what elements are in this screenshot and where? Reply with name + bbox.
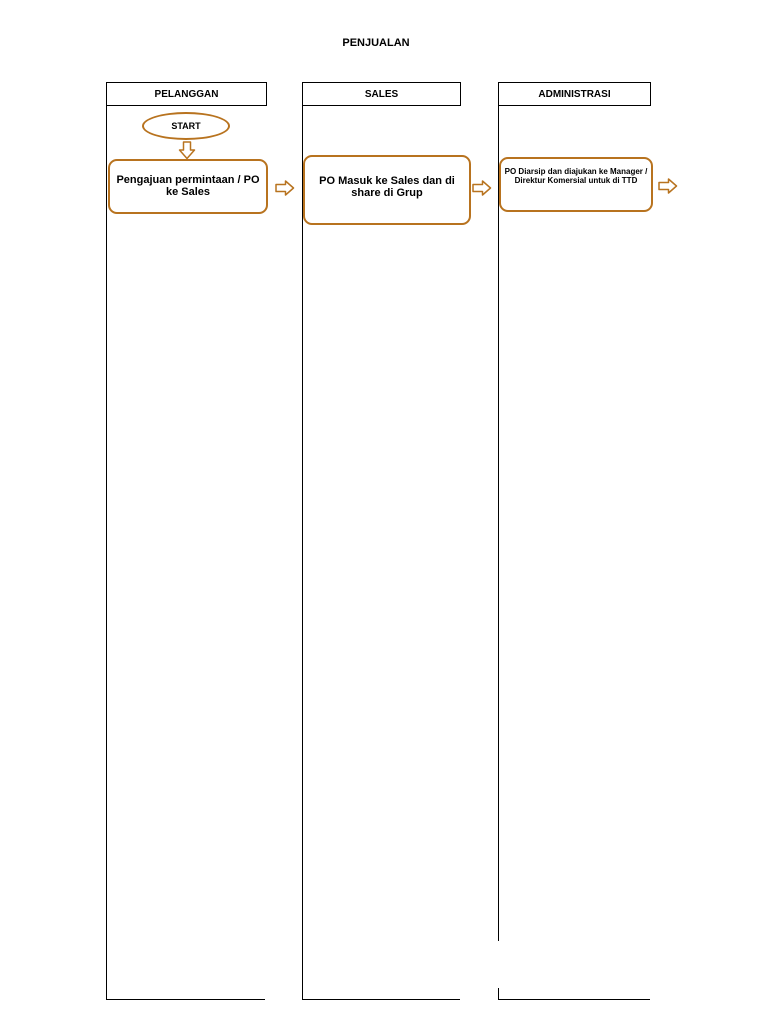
lane-header-sales xyxy=(302,82,461,106)
lane-bottom-pelanggan xyxy=(106,999,265,1000)
lane-border-left-pelanggan xyxy=(106,106,107,1000)
lane-label: PELANGGAN xyxy=(154,88,219,100)
arrow-right-icon xyxy=(658,178,678,194)
process-label: PO Diarsip dan diajukan ke Manager / Direktur Komersial untuk di TTD xyxy=(504,167,648,185)
process-pengajuan-po xyxy=(108,159,268,214)
lane-label: ADMINISTRASI xyxy=(538,88,611,100)
lane-border-left-administrasi-upper xyxy=(498,106,499,941)
process-label: Pengajuan permintaan / PO ke Sales xyxy=(116,174,260,199)
arrow-down-icon xyxy=(178,141,196,160)
start-label: START xyxy=(171,121,201,131)
lane-bottom-sales xyxy=(302,999,460,1000)
lane-bottom-administrasi xyxy=(498,999,650,1000)
arrow-right-icon xyxy=(472,180,492,196)
page-title: PENJUALAN xyxy=(342,37,410,49)
process-po-masuk-sales xyxy=(303,155,471,225)
lane-border-left-sales xyxy=(302,106,303,1000)
lane-label: SALES xyxy=(364,88,399,100)
lane-header-administrasi xyxy=(498,82,651,106)
process-po-diarsip xyxy=(499,157,653,212)
arrow-right-icon xyxy=(275,180,295,196)
start-node xyxy=(142,112,230,140)
process-label: PO Masuk ke Sales dan di share di Grup xyxy=(319,175,455,200)
lane-header-pelanggan xyxy=(106,82,267,106)
